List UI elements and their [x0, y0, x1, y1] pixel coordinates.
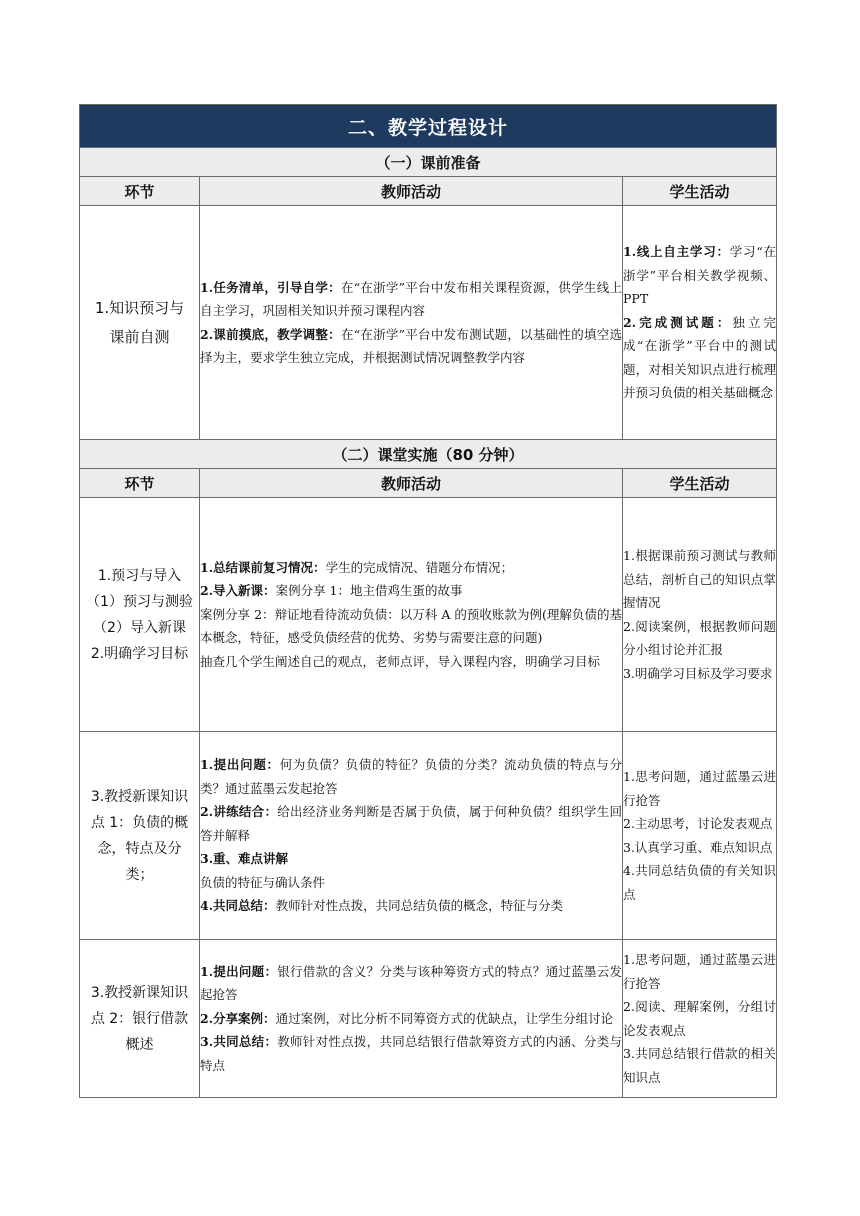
teacher-activity-cell — [200, 732, 623, 940]
teacher-item: 2.分享案例：通过案例，对比分析不同筹资方式的优缺点，让学生分组讨论 — [200, 1010, 614, 1026]
student-activity-cell — [623, 206, 777, 440]
stage-cell — [80, 940, 200, 1098]
section-header-row — [80, 440, 777, 469]
stage-cell — [80, 206, 200, 440]
stage-label: （2）导入新课 — [93, 619, 186, 636]
col-header-student: 学生活动 — [623, 177, 777, 206]
col-header-teacher: 教师活动 — [200, 469, 623, 498]
student-activity-cell — [623, 498, 777, 732]
stage-label: 3.教授新课知识点 2：银行借款概述 — [90, 984, 189, 1053]
stage-cell — [80, 732, 200, 940]
student-item: 3.认真学习重、难点知识点 — [623, 839, 773, 855]
student-item: 2.完成测试题：独立完成“在浙学”平台中的测试题，对相关知识点进行梳理并预习负债的相关基础概念 — [623, 314, 776, 401]
stage-label: （1）预习与测验 — [86, 593, 193, 610]
teacher-item: 1.总结课前复习情况：学生的完成情况、错题分布情况； — [200, 559, 514, 575]
section-2-heading: （二）课堂实施（80 分钟） — [80, 440, 777, 469]
col-header-stage: 环节 — [80, 177, 200, 206]
teacher-item: 抽查几个学生阐述自己的观点，老师点评，导入课程内容，明确学习目标 — [200, 653, 601, 669]
table-row — [80, 206, 777, 440]
teaching-process-table — [79, 104, 777, 1098]
student-item: 3.共同总结银行借款的相关知识点 — [623, 1046, 776, 1085]
teacher-item: 3.重、难点讲解 — [200, 851, 289, 867]
column-header-row — [80, 177, 777, 206]
teacher-item: 1.提出问题：银行借款的含义？分类与该种筹资方式的特点？通过蓝墨云发起抢答 — [200, 963, 622, 1003]
section-header-row — [80, 148, 777, 177]
teacher-item: 2.讲练结合：给出经济业务判断是否属于负债，属于何种负债？组织学生回答并解释 — [200, 804, 622, 843]
col-header-student: 学生活动 — [623, 469, 777, 498]
section-1-heading: （一）课前准备 — [80, 148, 777, 177]
stage-label: 1.知识预习与课前自测 — [94, 298, 185, 346]
title-row — [80, 105, 777, 148]
table-row — [80, 732, 777, 940]
student-item: 2.阅读、理解案例，分组讨论发表观点 — [623, 999, 776, 1038]
teacher-item: 2.课前摸底，教学调整：在“在浙学”平台中发布测试题，以基础性的填空选择为主，要求学生独立完成，并根据测试情况调整教学内容 — [200, 326, 622, 365]
student-item: 1.思考问题，通过蓝墨云进行抢答 — [623, 769, 776, 808]
teacher-item: 1.任务清单，引导自学：在“在浙学”平台中发布相关课程资源，供学生线上自主学习，巩固相关知识并预习课程内容 — [200, 279, 622, 318]
student-item: 1.线上自主学习：学习“在浙学”平台相关教学视频、PPT — [623, 244, 776, 307]
col-header-stage: 环节 — [80, 469, 200, 498]
stage-label: 3.教授新课知识点 1：负债的概念，特点及分类； — [90, 788, 189, 883]
teacher-item: 负债的特征与确认条件 — [200, 874, 326, 890]
stage-label: 1.预习与导入 — [97, 567, 182, 584]
column-header-row — [80, 469, 777, 498]
student-item: 4.共同总结负债的有关知识点 — [623, 863, 776, 902]
teacher-item: 案例分享 2：辩证地看待流动负债：以万科 A 的预收账款为例(理解负债的基本概念，特征，感受负债经营的优势、劣势与需要注意的问题) — [200, 606, 622, 646]
teacher-activity-cell — [200, 498, 623, 732]
table-title: 二、教学过程设计 — [80, 105, 777, 148]
student-item: 3.明确学习目标及学习要求 — [623, 665, 773, 681]
student-item: 1.根据课前预习测试与教师总结，剖析自己的知识点掌握情况 — [623, 548, 776, 610]
teacher-item: 4.共同总结：教师针对性点拨，共同总结负债的概念，特征与分类 — [200, 898, 564, 914]
table-row — [80, 498, 777, 732]
teacher-activity-cell — [200, 206, 623, 440]
stage-label: 2.明确学习目标 — [90, 645, 189, 662]
table-row — [80, 940, 777, 1098]
student-activity-cell — [623, 732, 777, 940]
student-item: 2.主动思考，讨论发表观点 — [623, 816, 773, 831]
student-item: 1.思考问题，通过蓝墨云进行抢答 — [623, 952, 776, 991]
student-item: 2.阅读案例，根据教师问题分小组讨论并汇报 — [623, 618, 776, 657]
teacher-item: 3.共同总结：教师针对性点拨，共同总结银行借款筹资方式的内涵、分类与特点 — [200, 1034, 622, 1073]
teacher-item: 2.导入新课：案例分享 1：地主借鸡生蛋的故事 — [200, 583, 463, 599]
teacher-activity-cell — [200, 940, 623, 1098]
teacher-item: 1.提出问题：何为负债？负债的特征？负债的分类？流动负债的特点与分类？通过蓝墨云发起抢答 — [200, 757, 622, 796]
stage-cell — [80, 498, 200, 732]
student-activity-cell — [623, 940, 777, 1098]
col-header-teacher: 教师活动 — [200, 177, 623, 206]
